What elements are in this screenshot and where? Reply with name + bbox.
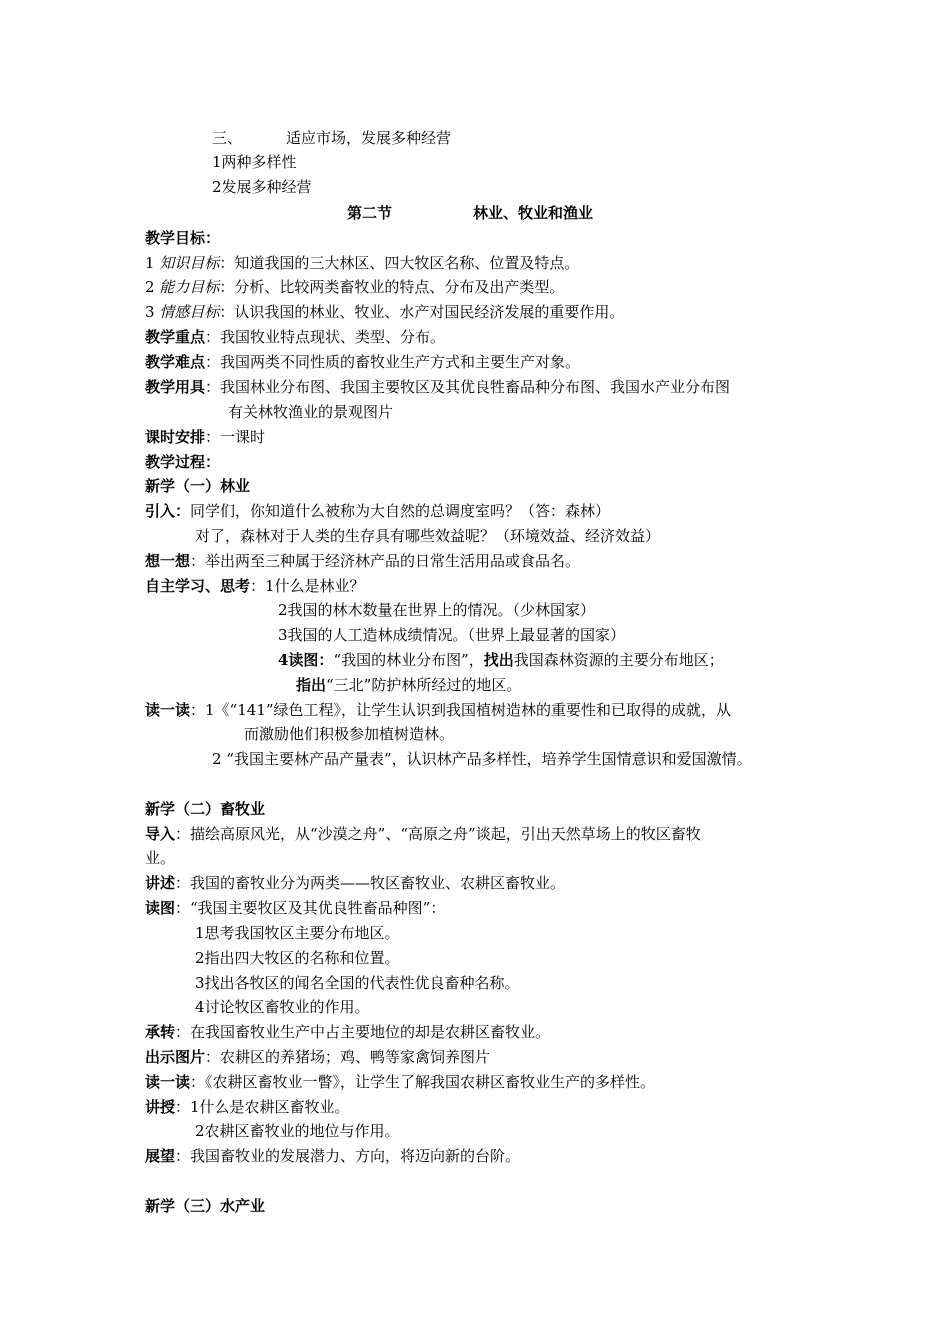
husbandry-show bbox=[145, 1047, 490, 1067]
forestry-self-study-label: 自主学习、思考 bbox=[145, 577, 251, 595]
prev-heading bbox=[212, 128, 451, 148]
difficulty-text: ：我国两类不同性质的畜牧业生产方式和主要生产对象。 bbox=[205, 353, 581, 371]
goal-2-text: ：分析、比较两类畜牧业的特点、分布及出产类型。 bbox=[219, 278, 565, 296]
husbandry-rm-1: 1思考我国牧区主要分布地区。 bbox=[195, 924, 400, 942]
husbandry-outlook-text: ：我国畜牧业的发展潜力、方向，将迈向新的台阶。 bbox=[175, 1147, 521, 1165]
teaching-tools bbox=[145, 377, 730, 397]
schedule-text: ：一课时 bbox=[205, 428, 266, 446]
husbandry-read-text: ：《农耕区畜牧业一瞥》，让学生了解我国农耕区畜牧业生产的多样性。 bbox=[190, 1073, 656, 1091]
goal-1-label: 知识目标 bbox=[159, 254, 220, 272]
husbandry-lead bbox=[145, 824, 701, 844]
husbandry-teach-cont: 2农耕区畜牧业的地位与作用。 bbox=[195, 1122, 400, 1140]
process-label: 教学过程： bbox=[145, 453, 221, 471]
key-point-text: ：我国牧业特点现状、类型、分布。 bbox=[205, 328, 446, 346]
forestry-think bbox=[145, 551, 580, 571]
husbandry-teach bbox=[145, 1097, 350, 1117]
husbandry-readmap-label: 读图 bbox=[145, 899, 176, 917]
section-number: 第二节 bbox=[347, 204, 393, 222]
forestry-self-q1: ：1什么是林业？ bbox=[250, 577, 365, 595]
goal-2 bbox=[145, 277, 564, 297]
goal-3-num: 3 bbox=[145, 303, 155, 321]
goal-2-label: 能力目标 bbox=[159, 278, 220, 296]
husbandry-lecture-label: 讲述 bbox=[145, 874, 176, 892]
goal-1-num: 1 bbox=[145, 254, 155, 272]
husbandry-outlook bbox=[145, 1146, 520, 1166]
forestry-self-study bbox=[145, 576, 365, 596]
prev-heading-text: 适应市场，发展多种经营 bbox=[286, 129, 452, 147]
husbandry-teach-text: ：1什么是农耕区畜牧业。 bbox=[175, 1098, 350, 1116]
forestry-self-q4-c: 找出 bbox=[483, 651, 514, 669]
forestry-self-q4-a: 4读图： bbox=[278, 651, 334, 669]
husbandry-show-label: 出示图片 bbox=[145, 1048, 206, 1066]
husbandry-rm-3: 3找出各牧区的闻名全国的代表性优良畜种名称。 bbox=[195, 974, 520, 992]
forestry-read-label: 读一读 bbox=[145, 701, 191, 719]
forestry-self-q4-b: “我国的林业分布图”， bbox=[333, 651, 484, 669]
goal-2-num: 2 bbox=[145, 278, 155, 296]
husbandry-transition bbox=[145, 1022, 550, 1042]
forestry-self-q4 bbox=[278, 650, 724, 670]
schedule bbox=[145, 427, 265, 447]
forestry-think-label: 想一想 bbox=[145, 552, 191, 570]
prev-item-1: 1两种多样性 bbox=[212, 153, 297, 171]
goal-1 bbox=[145, 253, 579, 273]
difficulty bbox=[145, 352, 580, 372]
forestry-self-q5 bbox=[296, 675, 521, 695]
schedule-label: 课时安排 bbox=[145, 428, 206, 446]
forestry-intro-label: 引入： bbox=[145, 502, 191, 520]
husbandry-teach-label: 讲授 bbox=[145, 1098, 176, 1116]
husbandry-read-label: 读一读 bbox=[145, 1073, 191, 1091]
difficulty-label: 教学难点 bbox=[145, 353, 206, 371]
forestry-intro bbox=[145, 501, 610, 521]
teaching-tools-label: 教学用具 bbox=[145, 378, 206, 396]
husbandry-lead-label: 导入 bbox=[145, 825, 176, 843]
forestry-think-text: ：举出两至三种属于经济林产品的日常生活用品或食品名。 bbox=[190, 552, 581, 570]
husbandry-readmap bbox=[145, 898, 445, 918]
husbandry-rm-2: 2指出四大牧区的名称和位置。 bbox=[195, 949, 400, 967]
forestry-read-1-text: ：1《“141”绿色工程》，让学生认识到我国植树造林的重要性和已取得的成就，从 bbox=[190, 701, 732, 719]
forestry-self-q5-b: “三北”防护林所经过的地区。 bbox=[326, 676, 522, 694]
husbandry-lecture-text: ：我国的畜牧业分为两类——牧区畜牧业、农耕区畜牧业。 bbox=[175, 874, 566, 892]
goal-3-text: ：认识我国的林业、牧业、水产对国民经济发展的重要作用。 bbox=[219, 303, 625, 321]
forestry-intro-cont: 对了，森林对于人类的生存具有哪些效益呢？（环境效益、经济效益） bbox=[195, 527, 661, 545]
fishery-heading: 新学（三）水产业 bbox=[145, 1197, 266, 1215]
teaching-tools-text: ：我国林业分布图、我国主要牧区及其优良牲畜品种分布图、我国水产业分布图 bbox=[205, 378, 731, 396]
forestry-intro-text: 同学们，你知道什么被称为大自然的总调度室吗？（答：森林） bbox=[190, 502, 611, 520]
prev-heading-num: 三、 bbox=[212, 129, 243, 147]
prev-item-2: 2发展多种经营 bbox=[212, 178, 312, 196]
husbandry-transition-label: 承转 bbox=[145, 1023, 176, 1041]
husbandry-outlook-label: 展望 bbox=[145, 1147, 176, 1165]
husbandry-lecture bbox=[145, 873, 565, 893]
husbandry-rm-4: 4讨论牧区畜牧业的作用。 bbox=[195, 998, 370, 1016]
husbandry-lead-cont: 业。 bbox=[145, 849, 176, 867]
husbandry-transition-text: ：在我国畜牧业生产中占主要地位的却是农耕区畜牧业。 bbox=[175, 1023, 551, 1041]
husbandry-read bbox=[145, 1072, 655, 1092]
goal-3 bbox=[145, 302, 624, 322]
forestry-self-q5-a: 指出 bbox=[296, 676, 327, 694]
husbandry-show-text: ：农耕区的养猪场；鸡、鸭等家禽饲养图片 bbox=[205, 1048, 491, 1066]
forestry-read-1-cont: 而激励他们积极参加植树造林。 bbox=[244, 725, 455, 743]
forestry-self-q3: 3我国的人工造林成绩情况。（世界上最显著的国家） bbox=[278, 626, 626, 644]
key-point-label: 教学重点 bbox=[145, 328, 206, 346]
forestry-self-q2: 2我国的林木数量在世界上的情况。（少林国家） bbox=[278, 601, 596, 619]
goal-1-text: ：知道我国的三大林区、四大牧区名称、位置及特点。 bbox=[219, 254, 580, 272]
forestry-heading: 新学（一）林业 bbox=[145, 477, 251, 495]
husbandry-heading: 新学（二）畜牧业 bbox=[145, 800, 266, 818]
section-title: 林业、牧业和渔业 bbox=[473, 204, 594, 222]
husbandry-readmap-text: ：“我国主要牧区及其优良牲畜品种图”： bbox=[175, 899, 446, 917]
goal-3-label: 情感目标 bbox=[159, 303, 220, 321]
teaching-tools-cont: 有关林牧渔业的景观图片 bbox=[228, 403, 394, 421]
forestry-read-2: 2 “我国主要林产品产量表”，认识林产品多样性，培养学生国情意识和爱国激情。 bbox=[212, 750, 752, 768]
forestry-read-1 bbox=[145, 700, 731, 720]
husbandry-lead-text: ：描绘高原风光，从“沙漠之舟”、“高原之舟”谈起，引出天然草场上的牧区畜牧 bbox=[175, 825, 701, 843]
goals-label: 教学目标： bbox=[145, 229, 221, 247]
forestry-self-q4-d: 我国森林资源的主要分布地区； bbox=[513, 651, 724, 669]
key-point bbox=[145, 327, 445, 347]
